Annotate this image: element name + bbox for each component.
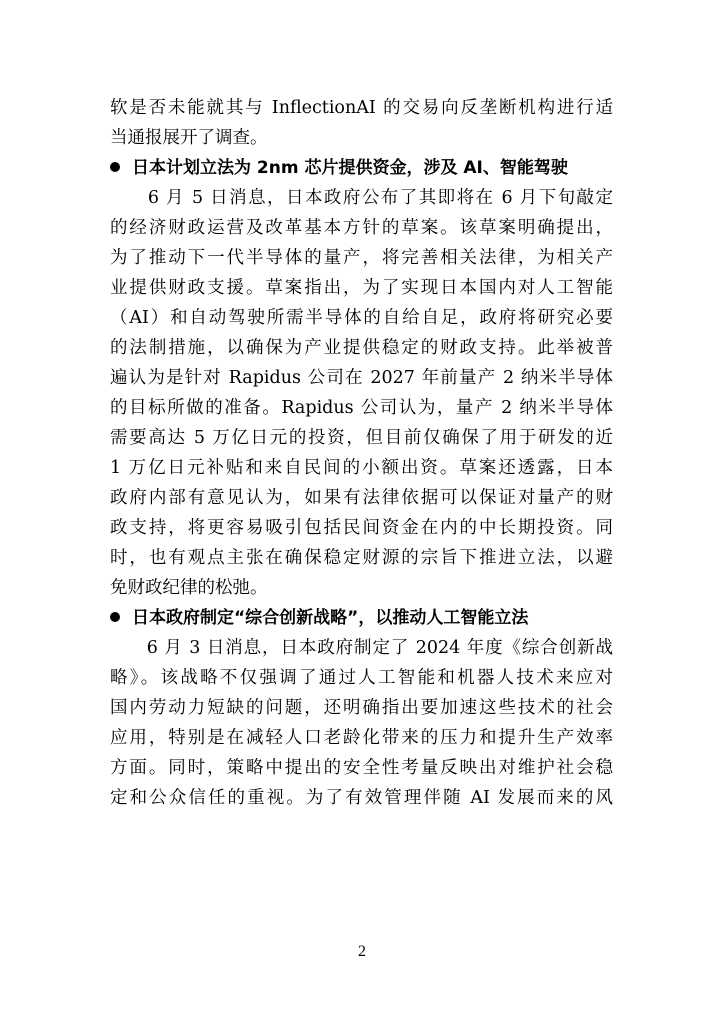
text-line: 业提供财政支援。草案指出，为了实现日本国内对人工智能 xyxy=(110,278,613,298)
text-line: 的法制措施，以确保为产业提供稳定的财政支持。此举被普 xyxy=(110,338,613,358)
page-number: 2 xyxy=(358,943,366,960)
bullet-icon xyxy=(110,162,120,172)
section-heading xyxy=(110,603,613,633)
text-line: 政支持，将更容易吸引包括民间资金在内的中长期投资。同 xyxy=(110,518,613,538)
text-line: 时，也有观点主张在确保稳定财源的宗旨下推进立法，以避 xyxy=(110,548,613,568)
text-line: 国内劳动力短缺的问题，还明确指出要加速这些技术的社会 xyxy=(110,698,613,718)
text-line: （AI）和自动驾驶所需半导体的自给自足，政府将研究必要 xyxy=(110,308,613,328)
text-line: 6 月 3 日消息，日本政府制定了 2024 年度《综合创新战 xyxy=(110,638,613,658)
text-line: 6 月 5 日消息，日本政府公布了其即将在 6 月下旬敲定 xyxy=(110,188,613,208)
text-line: 政府内部有意见认为，如果有法律依据可以保证对量产的财 xyxy=(110,488,613,508)
text-line: 方面。同时，策略中提出的安全性考量反映出对维护社会稳 xyxy=(110,758,613,778)
text-line: 为了推动下一代半导体的量产，将完善相关法律，为相关产 xyxy=(110,248,613,268)
text-line: 当通报展开了调查。 xyxy=(110,128,268,148)
text-line: 应用，特别是在减轻人口老龄化带来的压力和提升生产效率 xyxy=(110,728,613,748)
bullet-icon xyxy=(110,612,120,622)
text-line: 免财政纪律的松弛。 xyxy=(110,578,268,598)
text-line: 定和公众信任的重视。为了有效管理伴随 AI 发展而来的风 xyxy=(110,788,613,808)
text-line: 的经济财政运营及改革基本方针的草案。该草案明确提出， xyxy=(110,218,613,238)
section-heading xyxy=(110,153,613,183)
text-line: 略》。该战略不仅强调了通过人工智能和机器人技术来应对 xyxy=(110,668,613,688)
text-line: 的目标所做的准备。Rapidus 公司认为，量产 2 纳米半导体 xyxy=(110,398,613,418)
heading-text: 日本政府制定“综合创新战略”，以推动人工智能立法 xyxy=(132,608,529,628)
text-line: 需要高达 5 万亿日元的投资，但目前仅确保了用于研发的近 xyxy=(110,428,613,448)
document-body xyxy=(110,93,613,813)
heading-text: 日本计划立法为 2nm 芯片提供资金，涉及 AI、智能驾驶 xyxy=(132,158,568,178)
text-line: 软是否未能就其与 InflectionAI 的交易向反垄断机构进行适 xyxy=(110,98,613,118)
text-line: 遍认为是针对 Rapidus 公司在 2027 年前量产 2 纳米半导体 xyxy=(110,368,613,388)
text-line: 1 万亿日元补贴和来自民间的小额出资。草案还透露，日本 xyxy=(110,458,613,478)
